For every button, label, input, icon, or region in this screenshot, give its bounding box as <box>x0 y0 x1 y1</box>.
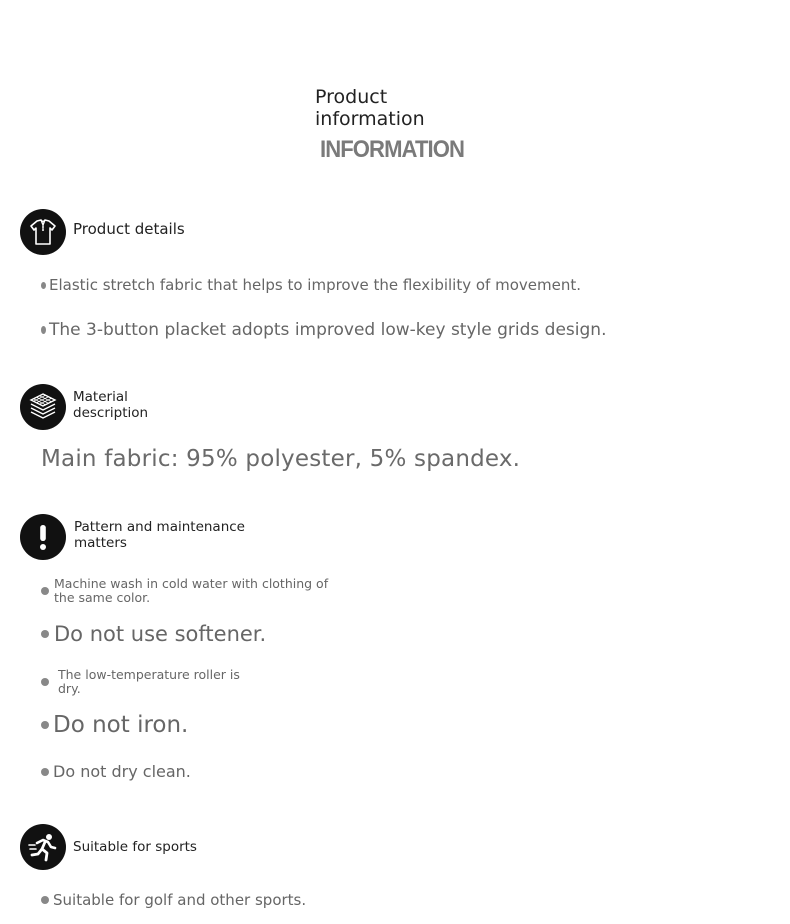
section-label-material: Material description <box>73 389 149 421</box>
polo-shirt-icon <box>20 209 66 255</box>
bullet-dot-icon <box>41 630 49 638</box>
bullet-dot-icon <box>41 587 49 595</box>
section-label-details: Product details <box>73 220 185 238</box>
section-label-care: Pattern and maintenance matters <box>74 519 245 551</box>
bullet-dot-icon <box>41 282 46 289</box>
bullet-dot-icon <box>41 768 49 776</box>
list-item: The low-temperature roller is dry. <box>41 668 241 696</box>
list-item: Do not dry clean. <box>41 762 191 781</box>
list-item: Do not use softener. <box>41 622 266 646</box>
list-item: Elastic stretch fabric that helps to improve the flexibility of movement. <box>41 276 581 294</box>
fabric-layers-icon <box>20 384 66 430</box>
running-person-icon <box>20 824 66 870</box>
page-title-big: INFORMATION <box>320 136 465 163</box>
list-item: Suitable for golf and other sports. <box>41 891 306 909</box>
page-title-line1: Product <box>315 86 388 108</box>
exclamation-icon <box>20 514 66 560</box>
bullet-dot-icon <box>41 896 49 904</box>
section-label-sports: Suitable for sports <box>73 839 197 855</box>
page-title-line2: information <box>315 108 425 130</box>
page-title <box>315 86 425 130</box>
bullet-dot-icon <box>41 326 46 334</box>
bullet-dot-icon <box>41 721 49 729</box>
list-item: The 3-button placket adopts improved low-key style grids design. <box>41 320 606 340</box>
list-item: Machine wash in cold water with clothing of the same color. <box>41 577 341 605</box>
fabric-composition: Main fabric: 95% polyester, 5% spandex. <box>41 446 521 472</box>
list-item: Do not iron. <box>41 712 188 738</box>
bullet-dot-icon <box>41 678 49 686</box>
